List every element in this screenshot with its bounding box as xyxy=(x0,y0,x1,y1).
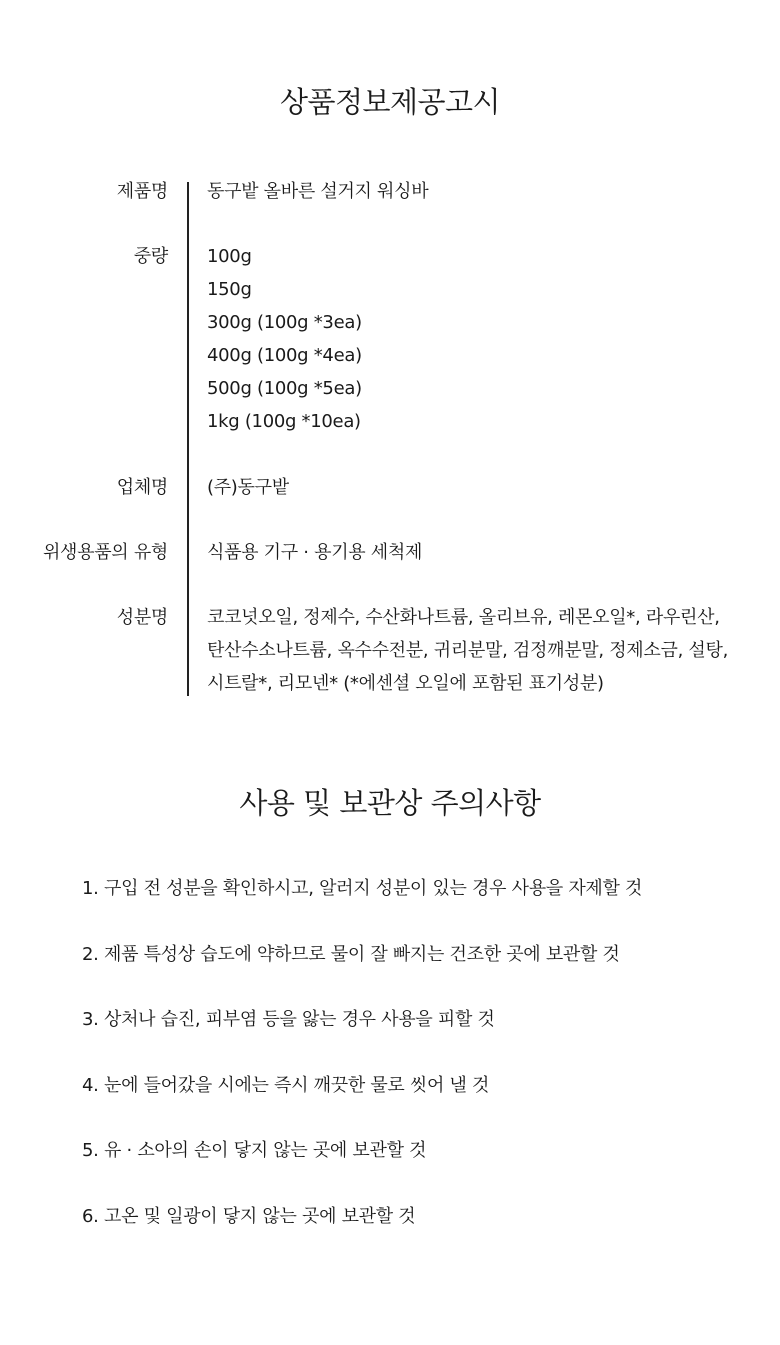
info-value xyxy=(207,471,767,504)
info-label: 성분명 xyxy=(116,607,168,628)
list-item: 2. 제품 특성상 습도에 약하므로 물이 잘 빠지는 건조한 곳에 보관할 것 xyxy=(82,943,620,965)
list-item: 6. 고온 및 일광이 닿지 않는 곳에 보관할 것 xyxy=(82,1205,416,1227)
value-line: 탄산수소나트륨, 옥수수전분, 귀리분말, 검정깨분말, 정제소금, 설탕, xyxy=(207,640,729,661)
precautions-list xyxy=(82,872,762,1266)
list-item: 4. 눈에 들어갔을 시에는 즉시 깨끗한 물로 씻어 낼 것 xyxy=(82,1074,490,1096)
value-line: 150g xyxy=(207,279,252,300)
list-item: 3. 상처나 습진, 피부염 등을 앓는 경우 사용을 피할 것 xyxy=(82,1009,495,1031)
list-item: 1. 구입 전 성분을 확인하시고, 알러지 성분이 있는 경우 사용을 자제할 것 xyxy=(82,878,643,899)
value-line: 1kg (100g *10ea) xyxy=(207,411,361,432)
value-line: 동구밭 올바른 설거지 워싱바 xyxy=(207,181,429,202)
info-label: 위생용품의 유형 xyxy=(42,542,168,563)
table-divider-line xyxy=(187,182,189,696)
info-value xyxy=(207,601,767,700)
value-line: (주)동구밭 xyxy=(207,477,289,498)
precautions-title: 사용 및 보관상 주의사항 xyxy=(239,786,541,820)
info-label: 업체명 xyxy=(116,477,168,498)
list-item: 5. 유 · 소아의 손이 닿지 않는 곳에 보관할 것 xyxy=(82,1140,427,1162)
info-value xyxy=(207,175,767,208)
product-info-title: 상품정보제공고시 xyxy=(279,85,501,119)
info-label: 제품명 xyxy=(116,181,168,202)
info-label: 중량 xyxy=(133,246,168,267)
info-value xyxy=(207,240,767,438)
value-line: 300g (100g *3ea) xyxy=(207,312,362,333)
info-value xyxy=(207,536,767,569)
value-line: 400g (100g *4ea) xyxy=(207,345,362,366)
value-line: 100g xyxy=(207,246,252,267)
value-line: 식품용 기구 · 용기용 세척제 xyxy=(207,542,423,563)
value-line: 500g (100g *5ea) xyxy=(207,378,362,399)
value-line: 시트랄*, 리모넨* (*에센셜 오일에 포함된 표기성분) xyxy=(207,673,604,694)
value-line: 코코넛오일, 정제수, 수산화나트륨, 올리브유, 레몬오일*, 라우린산, xyxy=(207,607,720,628)
product-info-table xyxy=(0,170,780,698)
